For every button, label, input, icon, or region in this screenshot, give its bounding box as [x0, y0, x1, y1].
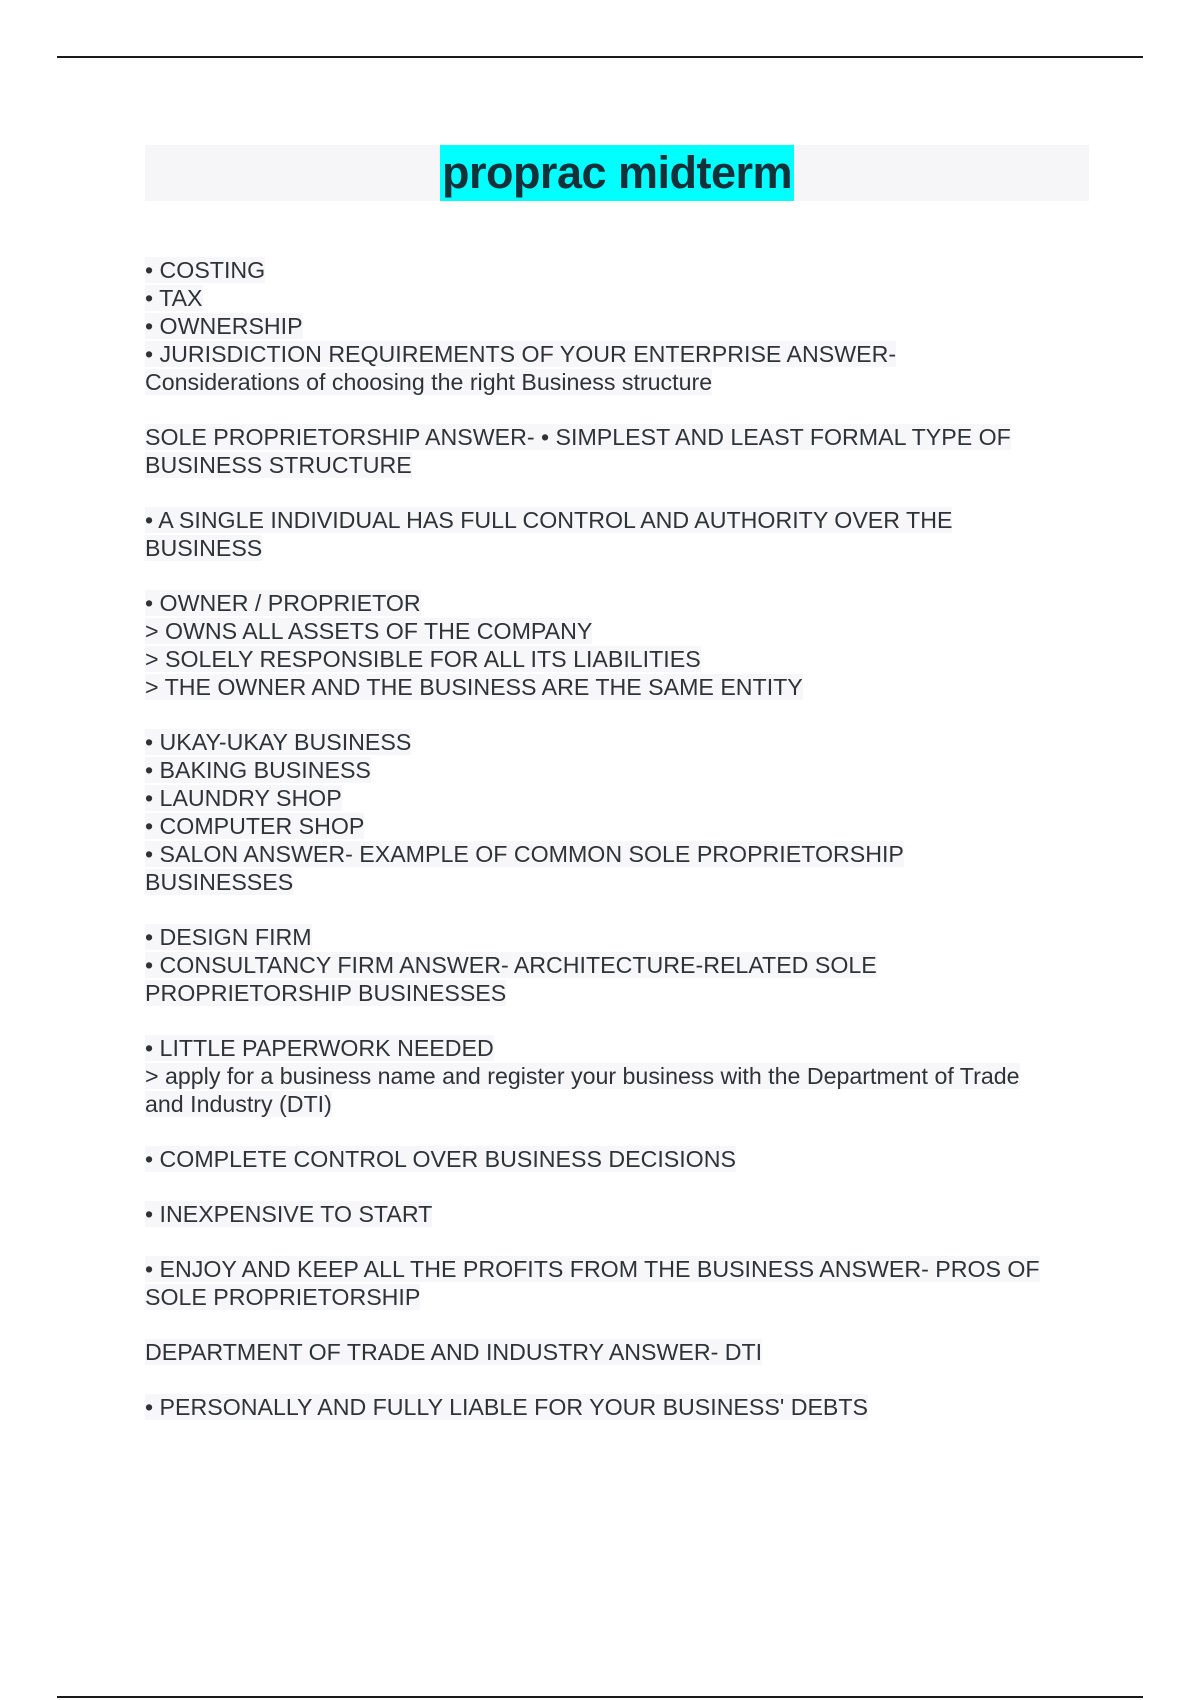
text-line-content: > SOLELY RESPONSIBLE FOR ALL ITS LIABILITIES [145, 646, 701, 672]
text-line-content: BUSINESSES [145, 869, 294, 895]
text-line [145, 1283, 1095, 1311]
text-line [145, 1200, 1095, 1228]
text-block [145, 728, 1095, 896]
text-line-content: • A SINGLE INDIVIDUAL HAS FULL CONTROL AND AUTHORITY OVER THE [145, 507, 953, 533]
text-line-content: > apply for a business name and register your business with the Department of Trade [145, 1063, 1020, 1089]
text-line [145, 589, 1095, 617]
text-line [145, 756, 1095, 784]
text-line-content: • CONSULTANCY FIRM ANSWER- ARCHITECTURE-RELATED SOLE [145, 952, 877, 978]
text-line [145, 256, 1095, 284]
text-line-content: and Industry (DTI) [145, 1091, 332, 1117]
text-line-content: • DESIGN FIRM [145, 924, 312, 950]
text-line [145, 812, 1095, 840]
text-block [145, 256, 1095, 396]
text-line [145, 979, 1095, 1007]
text-line-content: • COSTING [145, 257, 266, 283]
text-line-content: • UKAY-UKAY BUSINESS [145, 729, 412, 755]
text-line-content: • COMPUTER SHOP [145, 813, 365, 839]
text-line [145, 645, 1095, 673]
text-block [145, 1200, 1095, 1228]
text-line-content: • TAX [145, 285, 203, 311]
text-line [145, 1034, 1095, 1062]
text-line-content: • COMPLETE CONTROL OVER BUSINESS DECISIONS [145, 1146, 736, 1172]
text-block [145, 506, 1095, 562]
text-block [145, 1393, 1095, 1421]
text-line [145, 534, 1095, 562]
text-block [145, 1255, 1095, 1311]
text-line [145, 1338, 1095, 1366]
text-block [145, 589, 1095, 701]
text-line [145, 868, 1095, 896]
text-line-content: SOLE PROPRIETORSHIP [145, 1284, 421, 1310]
text-line-content: > OWNS ALL ASSETS OF THE COMPANY [145, 618, 593, 644]
text-line [145, 951, 1095, 979]
document-body [145, 256, 1095, 1448]
text-block [145, 1145, 1095, 1173]
text-line-content: PROPRIETORSHIP BUSINESSES [145, 980, 507, 1006]
title-band [145, 145, 1089, 201]
text-block [145, 1034, 1095, 1118]
top-rule [57, 56, 1143, 58]
text-line-content: • SALON ANSWER- EXAMPLE OF COMMON SOLE PROPRIETORSHIP [145, 841, 904, 867]
text-line [145, 617, 1095, 645]
text-block [145, 1338, 1095, 1366]
text-line-content: • BAKING BUSINESS [145, 757, 371, 783]
text-line-content: > THE OWNER AND THE BUSINESS ARE THE SAME ENTITY [145, 674, 803, 700]
text-line [145, 312, 1095, 340]
text-line [145, 673, 1095, 701]
text-line [145, 451, 1095, 479]
text-line [145, 728, 1095, 756]
text-line-content: • LAUNDRY SHOP [145, 785, 342, 811]
text-line-content: SOLE PROPRIETORSHIP ANSWER- • SIMPLEST AND LEAST FORMAL TYPE OF [145, 424, 1011, 450]
text-line-content: • OWNERSHIP [145, 313, 303, 339]
text-line [145, 1393, 1095, 1421]
text-line-content: BUSINESS STRUCTURE [145, 452, 412, 478]
text-line [145, 340, 1095, 368]
text-line [145, 506, 1095, 534]
text-line-content: BUSINESS [145, 535, 263, 561]
text-block [145, 923, 1095, 1007]
text-line-content: • INEXPENSIVE TO START [145, 1201, 433, 1227]
text-line [145, 784, 1095, 812]
text-line [145, 840, 1095, 868]
text-line [145, 923, 1095, 951]
text-line-content: • ENJOY AND KEEP ALL THE PROFITS FROM THE BUSINESS ANSWER- PROS OF [145, 1256, 1040, 1282]
text-line-content: • LITTLE PAPERWORK NEEDED [145, 1035, 494, 1061]
text-line-content: • PERSONALLY AND FULLY LIABLE FOR YOUR BUSINESS' DEBTS [145, 1394, 869, 1420]
text-line [145, 284, 1095, 312]
text-line-content: DEPARTMENT OF TRADE AND INDUSTRY ANSWER- DTI [145, 1339, 763, 1365]
text-line-content: • OWNER / PROPRIETOR [145, 590, 421, 616]
text-line-content: Considerations of choosing the right Business structure [145, 369, 713, 395]
text-line [145, 1145, 1095, 1173]
text-line [145, 368, 1095, 396]
text-line [145, 1255, 1095, 1283]
text-block [145, 423, 1095, 479]
text-line [145, 1062, 1095, 1090]
bottom-rule [57, 1696, 1143, 1698]
text-line [145, 1090, 1095, 1118]
text-line [145, 423, 1095, 451]
text-line-content: • JURISDICTION REQUIREMENTS OF YOUR ENTERPRISE ANSWER- [145, 341, 897, 367]
page-title: proprac midterm [440, 145, 794, 201]
